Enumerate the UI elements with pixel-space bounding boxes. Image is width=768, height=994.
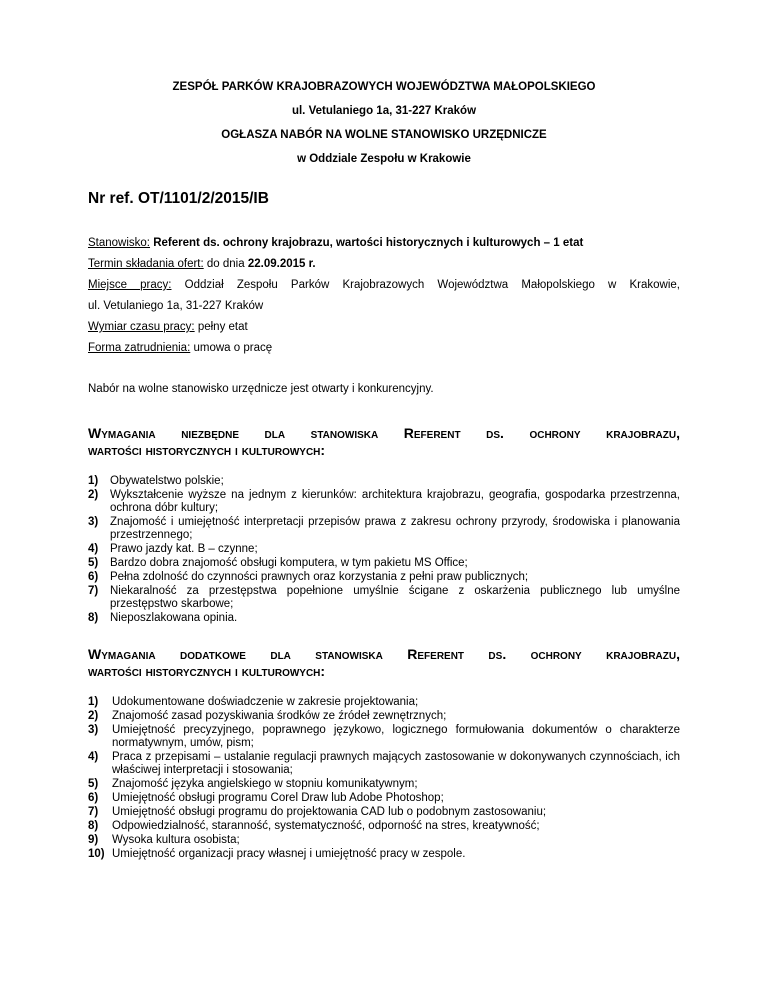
list-item: 10) Umiejętność organizacji pracy własnej i umiejętność pracy w zespole. [88, 848, 466, 860]
hours-value: pełny etat [197, 321, 248, 333]
list-item: 3) Umiejętność precyzyjnego, poprawnego językowo, logicznego formułowania dokumentów o charakterze normatywnym, umów, pism; [88, 724, 680, 749]
list-item: 6) Umiejętność obsługi programu Corel Draw lub Adobe Photoshop; [88, 792, 444, 804]
employment-value: umowa o pracę [193, 342, 273, 354]
additional-heading-line2: wartości historycznych i kulturowych: [88, 663, 326, 679]
list-item: 7) Niekaralność za przestępstwa popełnione umyślnie ścigane z oskarżenia publicznego lub umyślne przestępstwo skarbowe; [88, 585, 680, 610]
hours-row [88, 320, 680, 334]
employment-label: Forma zatrudnienia: [88, 342, 191, 354]
department-name: w Oddziale Zespołu w Krakowie [297, 153, 471, 165]
list-item: 1) Udokumentowane doświadczenie w zakresie projektowania; [88, 696, 419, 708]
employment-row [88, 341, 680, 355]
list-item: 4) Prawo jazdy kat. B – czynne; [88, 543, 258, 555]
required-heading-line1: Wymagania niezbędne dla stanowiska Referent ds. ochrony krajobrazu, [88, 425, 680, 441]
place-row-continued [88, 299, 680, 313]
required-heading-line2: wartości historycznych i kulturowych: [88, 442, 326, 458]
deadline-value: 22.09.2015 r. [247, 258, 316, 270]
place-row [88, 278, 680, 292]
deadline-label: Termin składania ofert: [88, 258, 204, 270]
additional-heading [88, 646, 680, 680]
document-header [88, 80, 680, 166]
list-item: 8) Nieposzlakowana opinia. [88, 612, 238, 624]
place-value-line2: ul. Vetulaniego 1a, 31-227 Kraków [88, 300, 264, 312]
position-info [88, 236, 680, 355]
deadline-prefix: do dnia [206, 258, 245, 270]
position-value: Referent ds. ochrony krajobrazu, wartości historycznych i kulturowych – 1 etat [153, 237, 584, 249]
list-item: 6) Pełna zdolność do czynności prawnych oraz korzystania z pełni praw publicznych; [88, 571, 529, 583]
required-heading [88, 425, 680, 459]
spacer [88, 626, 680, 646]
list-item: 5) Bardzo dobra znajomość obsługi komputera, w tym pakietu MS Office; [88, 557, 468, 569]
list-item: 7) Umiejętność obsługi programu do projektowania CAD lub o podobnym zastosowaniu; [88, 806, 547, 818]
list-item: 3) Znajomość i umiejętność interpretacji przepisów prawa z zakresu ochrony przyrody, środowiska i planowania przestrzennego; [88, 516, 680, 541]
place-label: Miejsce pracy: [88, 279, 172, 291]
hours-label: Wymiar czasu pracy: [88, 321, 195, 333]
position-row [88, 236, 680, 250]
announcement-title: OGŁASZA NABÓR NA WOLNE STANOWISKO URZĘDNICZE [221, 129, 547, 141]
additional-list [88, 696, 680, 861]
list-item: 2) Znajomość zasad pozyskiwania środków ze źródeł zewnętrznych; [88, 710, 447, 722]
list-item: 5) Znajomość języka angielskiego w stopniu komunikatywnym; [88, 778, 418, 790]
organization-name: ZESPÓŁ PARKÓW KRAJOBRAZOWYCH WOJEWÓDZTWA MAŁOPOLSKIEGO [172, 81, 596, 93]
position-label: Stanowisko: [88, 237, 151, 249]
list-item: 4) Praca z przepisami – ustalanie regulacji prawnych mających zastosowanie w dokonywanych czynnościach, ich właściwej interpretacji i stosowania; [88, 751, 680, 776]
list-item: 1) Obywatelstwo polskie; [88, 475, 224, 487]
organization-address: ul. Vetulaniego 1a, 31-227 Kraków [291, 105, 477, 117]
additional-heading-line1: Wymagania dodatkowe dla stanowiska Referent ds. ochrony krajobrazu, [88, 646, 680, 662]
reference-number: Nr ref. OT/1101/2/2015/IB [88, 190, 269, 207]
list-item: 8) Odpowiedzialność, staranność, systematyczność, odporność na stres, kreatywność; [88, 820, 540, 832]
list-item: 9) Wysoka kultura osobista; [88, 834, 240, 846]
place-value-line1: Oddział Zespołu Parków Krajobrazowych Województwa Małopolskiego w Krakowie, [184, 279, 681, 291]
deadline-row [88, 257, 680, 271]
open-competition-note: Nabór na wolne stanowisko urzędnicze jest otwarty i konkurencyjny. [88, 383, 434, 395]
required-list [88, 475, 680, 625]
list-item: 2) Wykształcenie wyższe na jednym z kierunków: architektura krajobrazu, geografia, gospodarka przestrzenna, ochrona dóbr kultury; [88, 489, 680, 514]
